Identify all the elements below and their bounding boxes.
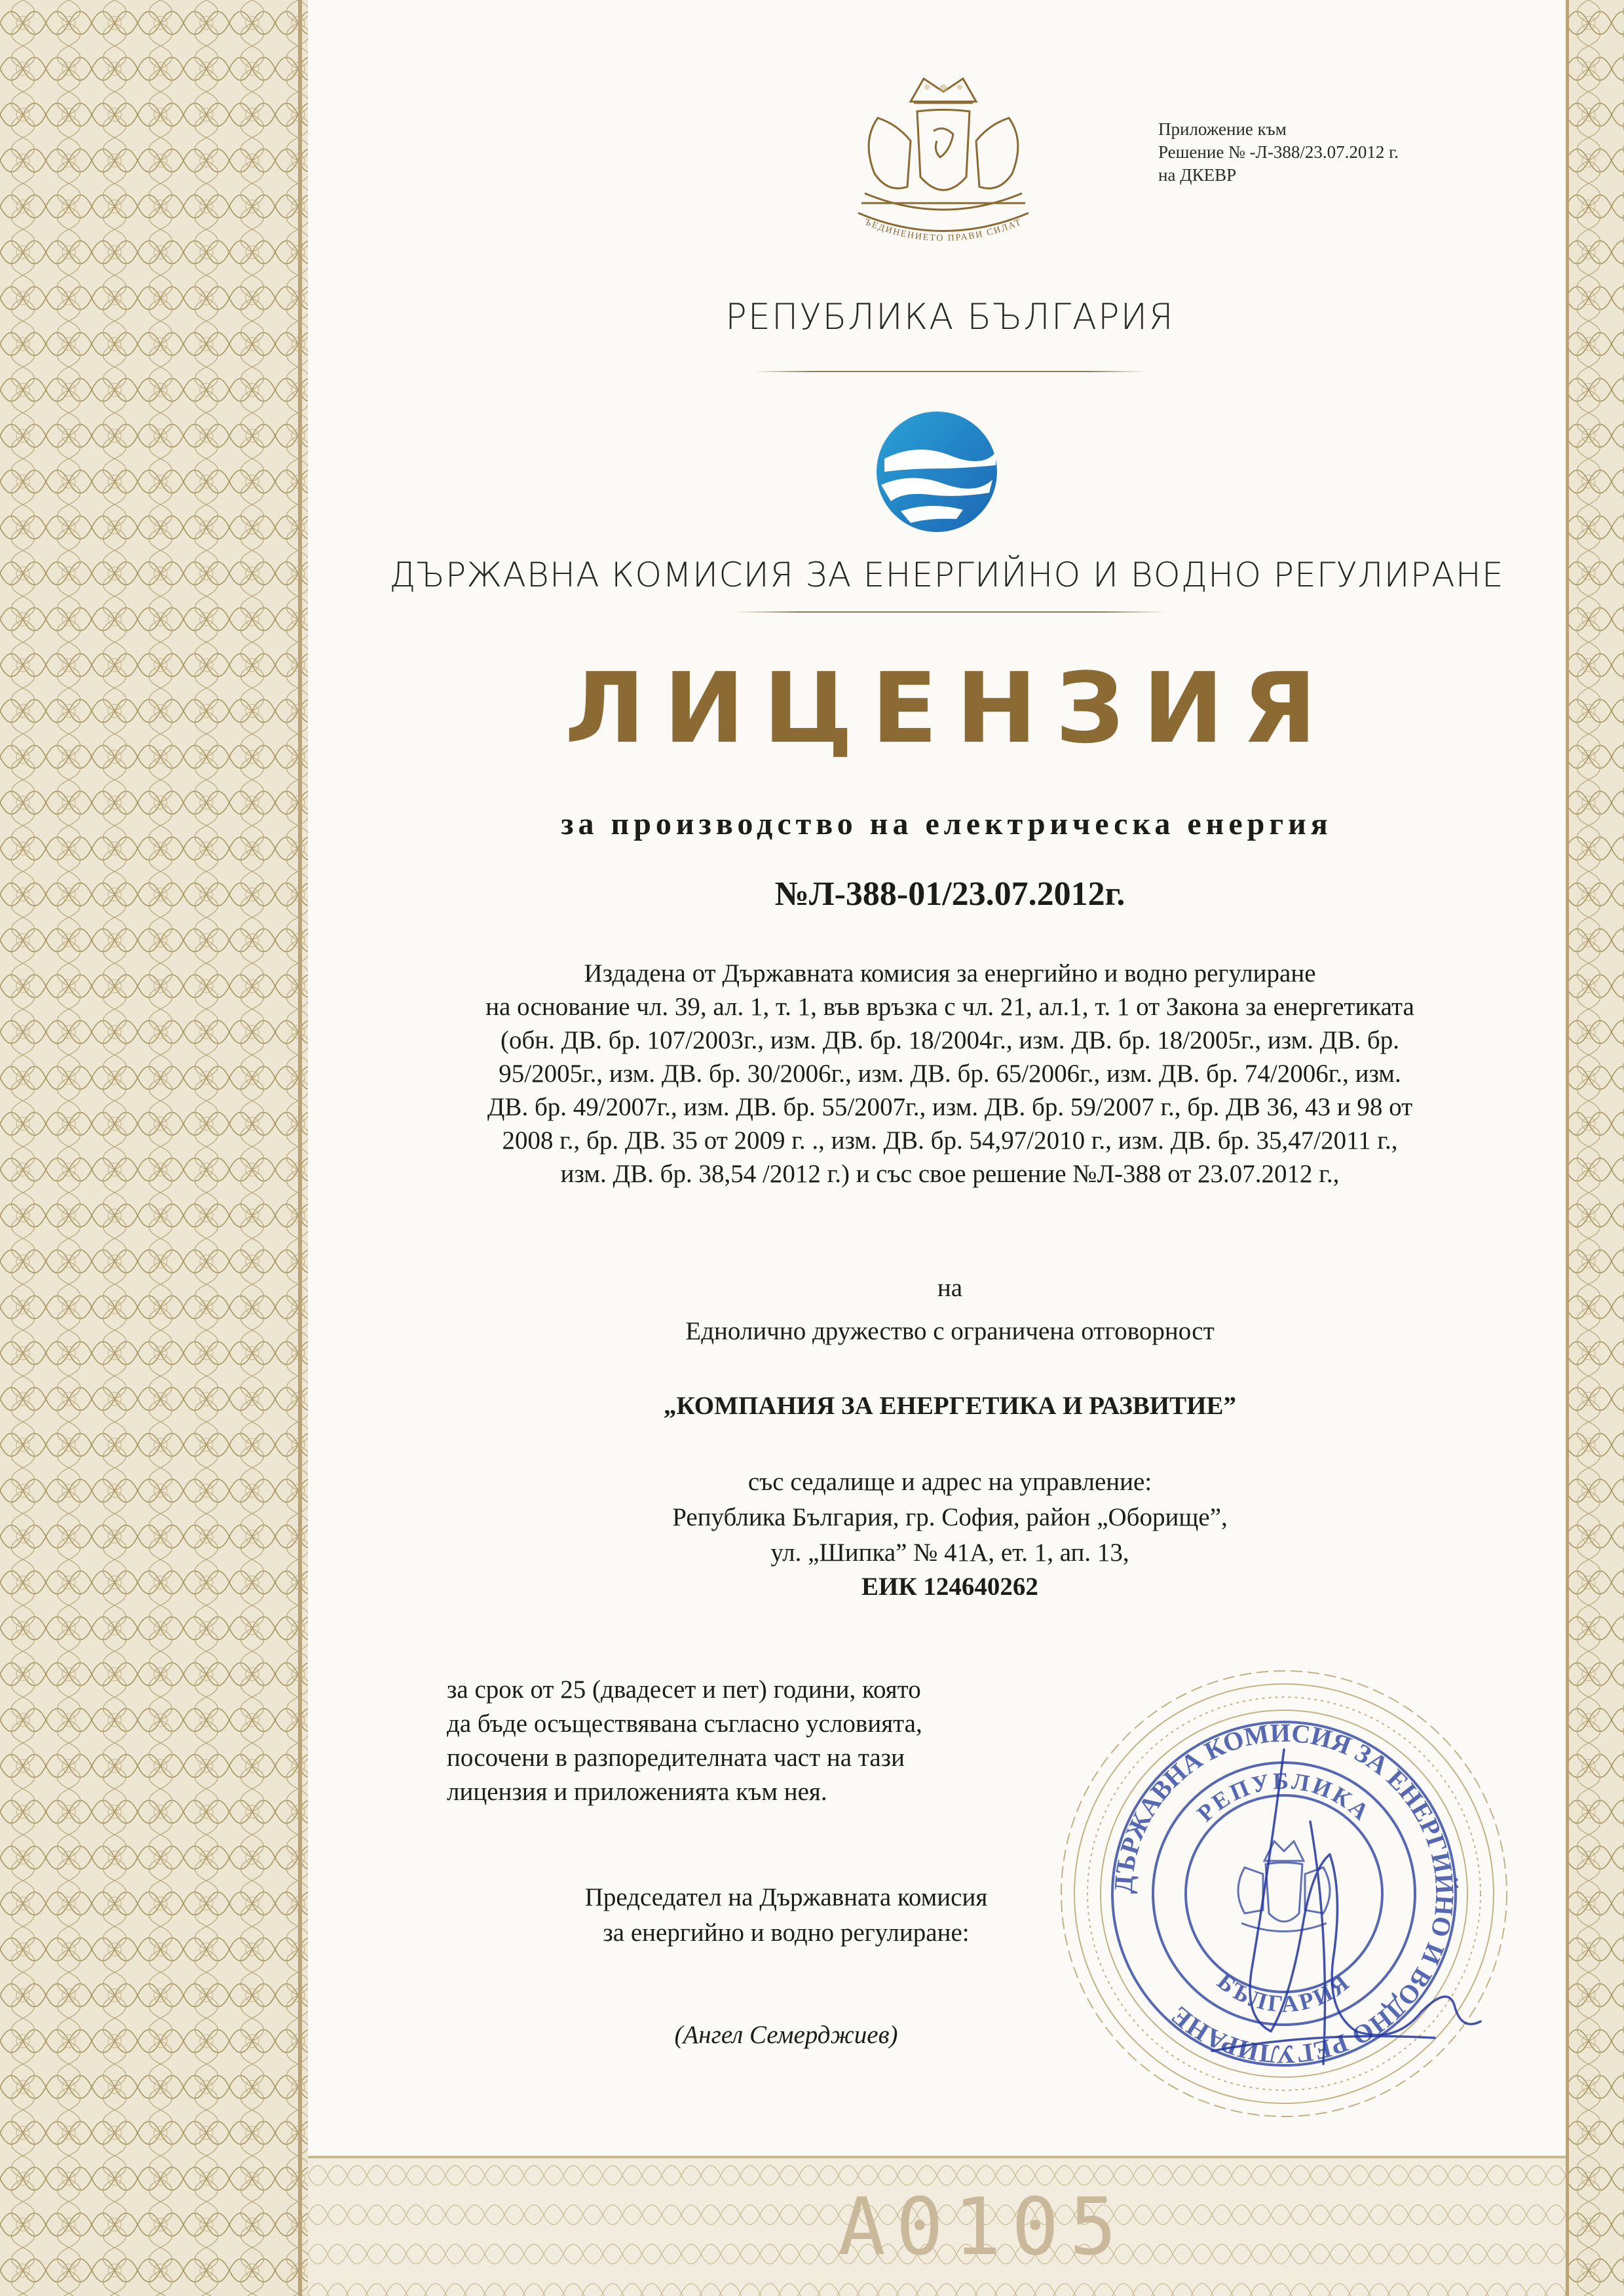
coat-of-arms-emblem: [799, 62, 1087, 272]
signer-name: (Ангел Семерджиев): [674, 2021, 898, 2049]
divider-line: [753, 371, 1146, 372]
company-type: Еднолично дружество с ограничена отговорност: [685, 1317, 1215, 1345]
legal-basis-line: Издадена от Държавната комисия за енергийно и водно регулиране: [584, 959, 1316, 987]
chairman-title: за енергийно и водно регулиране:: [603, 1919, 970, 1947]
annex-line-2: Решение № -Л-388/23.07.2012 г.: [1158, 142, 1399, 162]
license-term: [447, 1673, 1036, 1809]
legal-basis-line: на основание чл. 39, ал. 1, т. 1, във връзка с чл. 21, ал.1, т. 1 от Закона за енергетиката: [485, 993, 1414, 1021]
legal-basis-line: 2008 г., бр. ДВ. 35 от 2009 г. ., изм. ДВ. бр. 54,97/2010 г., изм. ДВ. бр. 35,47/2011 г.,: [502, 1126, 1398, 1155]
eik-number: ЕИК 124640262: [861, 1573, 1038, 1601]
term-line: лицензия и приложенията към нея.: [447, 1778, 827, 1806]
license-subtitle: за производство на електрическа енергия: [561, 807, 1332, 841]
to-word: на: [937, 1274, 963, 1302]
term-line: да бъде осъществявана съгласно условията,: [447, 1710, 922, 1738]
commission-logo: [865, 406, 1009, 537]
commission-name: ДЪРЖАВНА КОМИСИЯ ЗА ЕНЕРГИЙНО И ВОДНО РЕГУЛИРАНЕ: [389, 556, 1504, 595]
license-title: ЛИЦЕНЗИЯ: [564, 652, 1336, 765]
serial-number: A0105: [838, 2182, 1127, 2273]
company-name: „КОМПАНИЯ ЗА ЕНЕРГЕТИКА И РАЗВИТИЕ”: [664, 1392, 1236, 1420]
license-number: №Л-388-01/23.07.2012г.: [774, 875, 1125, 913]
coat-of-arms-motto: ЪЕДИНЕНИЕТО ПРАВИ СИЛАТ: [863, 217, 1023, 244]
chairman-title: Председател на Държавната комисия: [584, 1883, 988, 1911]
seat-address-line: ул. „Шипка” № 41А, ет. 1, ап. 13,: [770, 1539, 1129, 1567]
legal-basis-paragraph: [367, 957, 1533, 1191]
legal-basis-line: изм. ДВ. бр. 38,54 /2012 г.) и със свое решение №Л-388 от 23.07.2012 г.,: [560, 1160, 1340, 1188]
seal-bottom-text: БЪЛГАРИЯ: [1212, 1968, 1356, 2018]
legal-basis-line: 95/2005г., изм. ДВ. бр. 30/2006г., изм. ДВ. бр. 65/2006г., изм. ДВ. бр. 74/2006г., изм.: [499, 1060, 1401, 1088]
republic-heading: РЕПУБЛИКА БЪЛГАРИЯ: [725, 296, 1175, 337]
svg-text:СЪЕДИНЕНИЕТО ПРАВИ СИЛАТА: [799, 62, 1023, 244]
seat-address-line: Република България, гр. София, район „Оборище”,: [672, 1503, 1228, 1531]
divider-line: [734, 611, 1166, 613]
legal-basis-line: (обн. ДВ. бр. 107/2003г., изм. ДВ. бр. 18/2004г., изм. ДВ. бр. 18/2005г., изм. ДВ. бр.: [500, 1026, 1400, 1054]
annex-reference: [1158, 118, 1499, 187]
guilloche-border-right: [1566, 0, 1624, 2296]
seal-top-text: РЕПУБЛИКА: [1192, 1767, 1376, 1827]
guilloche-border-left: [0, 0, 308, 2296]
annex-line-1: Приложение към: [1158, 119, 1287, 139]
seat-label: със седалище и адрес на управление:: [747, 1468, 1152, 1496]
seal-outer-text: ДЪРЖАВНА КОМИСИЯ ЗА ЕНЕРГИЙНО И ВОДНО РЕГУЛИРАНЕ: [1108, 1717, 1460, 2070]
annex-line-3: на ДКЕВР: [1158, 165, 1237, 185]
legal-basis-line: ДВ. бр. 49/2007г., изм. ДВ. бр. 55/2007г., изм. ДВ. бр. 59/2007 г., бр. ДВ 36, 43 и 98 от: [487, 1093, 1413, 1121]
term-line: посочени в разпоредителната част на тази: [447, 1744, 905, 1772]
term-line: за срок от 25 (двадесет и пет) години, която: [447, 1675, 921, 1704]
handwritten-signature: [1173, 1723, 1526, 2090]
